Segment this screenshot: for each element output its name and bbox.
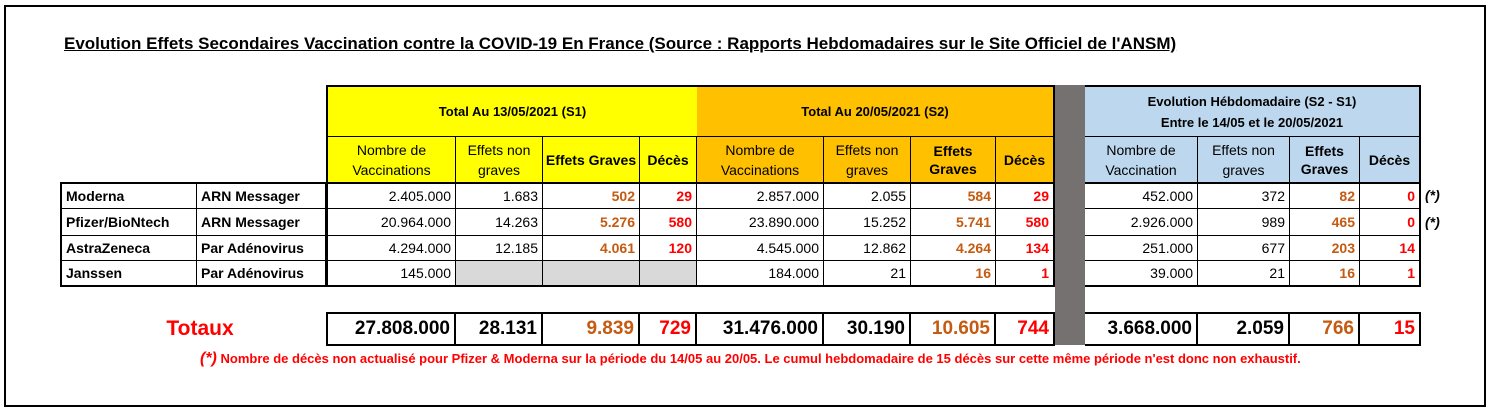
cell-s1-vaccinations: 20.964.000 — [326, 209, 456, 236]
row-vaccine-name: Moderna — [60, 182, 197, 209]
group-header-evo — [1085, 85, 1421, 137]
row-vaccine-name: Janssen — [60, 261, 197, 287]
subheader-evo-graves-label: Effets Graves — [1300, 142, 1349, 177]
cell-s1-graves: 5.276 — [543, 209, 640, 236]
footnote — [200, 350, 1301, 368]
subheader-evo-graves — [1290, 137, 1360, 182]
subheader-s2-non-graves — [824, 137, 911, 182]
subheader-s2-vaccinations — [697, 137, 824, 182]
page-title: Evolution Effets Secondaires Vaccination contre la COVID-19 En France (Source : Rapports Hebdomadaires sur le Site Officiel de l'ANSM) — [64, 34, 1177, 53]
cell-s2-graves: 16 — [911, 261, 996, 287]
cell-s1-deces — [640, 261, 697, 287]
cell-s1-graves — [543, 261, 640, 287]
total-s2-vaccinations: 31.476.000 — [697, 312, 824, 346]
cell-evo-non-graves: 372 — [1198, 182, 1290, 209]
cell-evo-vaccinations: 39.000 — [1085, 261, 1198, 287]
cell-s2-deces: 580 — [996, 209, 1055, 236]
subheader-evo-vaccinations-label: Nombre de Vaccination — [1105, 141, 1177, 178]
subheader-s2-vaccinations-label: Nombre de Vaccinations — [720, 141, 800, 178]
cell-s1-deces: 29 — [640, 182, 697, 209]
subheader-s1-vaccinations-label: Nombre de Vaccinations — [352, 141, 431, 178]
cell-s2-non-graves: 12.862 — [824, 236, 911, 261]
cell-s1-deces: 580 — [640, 209, 697, 236]
cell-s1-non-graves: 14.263 — [456, 209, 543, 236]
cell-s2-deces: 134 — [996, 236, 1055, 261]
subheader-s2-deces — [996, 137, 1055, 182]
group-header-evo-line1: Evolution Hébdomadaire (S2 - S1) — [1147, 93, 1357, 109]
cell-s2-deces: 1 — [996, 261, 1055, 287]
cell-s2-vaccinations: 4.545.000 — [697, 236, 824, 261]
cell-evo-vaccinations: 2.926.000 — [1085, 209, 1198, 236]
cell-s1-vaccinations: 2.405.000 — [326, 182, 456, 209]
row-vaccine-name: Pfizer/BioNtech — [60, 209, 197, 236]
group-header-s2-label: Total Au 20/05/2021 (S2) — [801, 104, 949, 119]
cell-s2-graves: 4.264 — [911, 236, 996, 261]
cell-s1-non-graves — [456, 261, 543, 287]
cell-evo-deces: 1 — [1360, 261, 1421, 287]
cell-s2-graves: 584 — [911, 182, 996, 209]
group-header-s1-label: Total Au 13/05/2021 (S1) — [438, 104, 587, 119]
cell-s2-deces: 29 — [996, 182, 1055, 209]
cell-s2-vaccinations: 2.857.000 — [697, 182, 824, 209]
cell-s1-graves: 502 — [543, 182, 640, 209]
cell-s2-vaccinations: 184.000 — [697, 261, 824, 287]
subheader-s2-deces-label: Décès — [1003, 151, 1046, 168]
row-vaccine-type: ARN Messager — [197, 209, 326, 236]
row-vaccine-type: Par Adénovirus — [197, 236, 326, 261]
total-s1-vaccinations: 27.808.000 — [326, 312, 456, 346]
cell-s1-vaccinations: 145.000 — [326, 261, 456, 287]
cell-s1-deces: 120 — [640, 236, 697, 261]
footnote-mark: (*) — [200, 350, 217, 367]
subheader-evo-non-graves — [1198, 137, 1290, 182]
total-evo-deces: 15 — [1360, 312, 1421, 346]
footnote-text: Nombre de décès non actualisé pour Pfizer & Moderna sur la période du 14/05 au 20/05. Le cumul hebdomadaire de 15 décès sur cette même période n'est donc non exhaustif. — [216, 351, 1301, 366]
cell-s1-non-graves: 1.683 — [456, 182, 543, 209]
total-evo-graves: 766 — [1290, 312, 1360, 346]
cell-s1-non-graves: 12.185 — [456, 236, 543, 261]
group-header-s1 — [326, 85, 697, 137]
note-marker: (*) — [1425, 187, 1440, 203]
note-marker: (*) — [1425, 214, 1440, 230]
group-header-evo-line2: Entre le 14/05 et le 20/05/2021 — [1160, 114, 1344, 130]
cell-evo-non-graves: 677 — [1198, 236, 1290, 261]
cell-evo-graves: 465 — [1290, 209, 1360, 236]
cell-evo-graves: 203 — [1290, 236, 1360, 261]
total-evo-non-graves: 2.059 — [1198, 312, 1290, 346]
group-header-s2 — [697, 85, 1055, 137]
cell-s1-vaccinations: 4.294.000 — [326, 236, 456, 261]
subheader-s1-non-graves — [456, 137, 543, 182]
cell-evo-non-graves: 21 — [1198, 261, 1290, 287]
cell-s1-graves: 4.061 — [543, 236, 640, 261]
row-vaccine-type: Par Adénovirus — [197, 261, 326, 287]
subheader-s1-deces-label: Décès — [647, 151, 689, 168]
subheader-s1-graves — [543, 137, 640, 182]
cell-evo-non-graves: 989 — [1198, 209, 1290, 236]
row-vaccine-type: ARN Messager — [197, 182, 326, 209]
subheader-s1-graves-label: Effets Graves — [545, 151, 637, 168]
subheader-s1-vaccinations — [326, 137, 456, 182]
total-s1-graves: 9.839 — [543, 312, 640, 346]
cell-s2-vaccinations: 23.890.000 — [697, 209, 824, 236]
totals-label: Totaux — [166, 317, 234, 340]
cell-s2-graves: 5.741 — [911, 209, 996, 236]
total-evo-vaccinations: 3.668.000 — [1085, 312, 1198, 346]
cell-evo-graves: 16 — [1290, 261, 1360, 287]
subheader-evo-deces — [1360, 137, 1421, 182]
cell-evo-graves: 82 — [1290, 182, 1360, 209]
subheader-evo-deces-label: Décès — [1368, 151, 1411, 168]
subheader-s2-graves-label: Effets Graves — [929, 142, 977, 177]
subheader-s2-graves — [911, 137, 996, 182]
subheader-s1-non-graves-label: Effets non graves — [467, 141, 531, 178]
cell-evo-vaccinations: 452.000 — [1085, 182, 1198, 209]
cell-evo-vaccinations: 251.000 — [1085, 236, 1198, 261]
total-s1-deces: 729 — [640, 312, 697, 346]
total-s2-deces: 744 — [996, 312, 1055, 346]
column-separator — [1055, 85, 1085, 345]
total-s1-non-graves: 28.131 — [456, 312, 543, 346]
subheader-evo-non-graves-label: Effets non graves — [1212, 141, 1275, 178]
row-vaccine-name: AstraZeneca — [60, 236, 197, 261]
subheader-s1-deces — [640, 137, 697, 182]
total-s2-non-graves: 30.190 — [824, 312, 911, 346]
cell-s2-non-graves: 15.252 — [824, 209, 911, 236]
cell-evo-deces: 0 — [1360, 182, 1421, 209]
cell-evo-deces: 14 — [1360, 236, 1421, 261]
subheader-evo-vaccinations — [1085, 137, 1198, 182]
subheader-s2-non-graves-label: Effets non graves — [835, 141, 899, 178]
cell-s2-non-graves: 2.055 — [824, 182, 911, 209]
total-s2-graves: 10.605 — [911, 312, 996, 346]
cell-evo-deces: 0 — [1360, 209, 1421, 236]
cell-s2-non-graves: 21 — [824, 261, 911, 287]
